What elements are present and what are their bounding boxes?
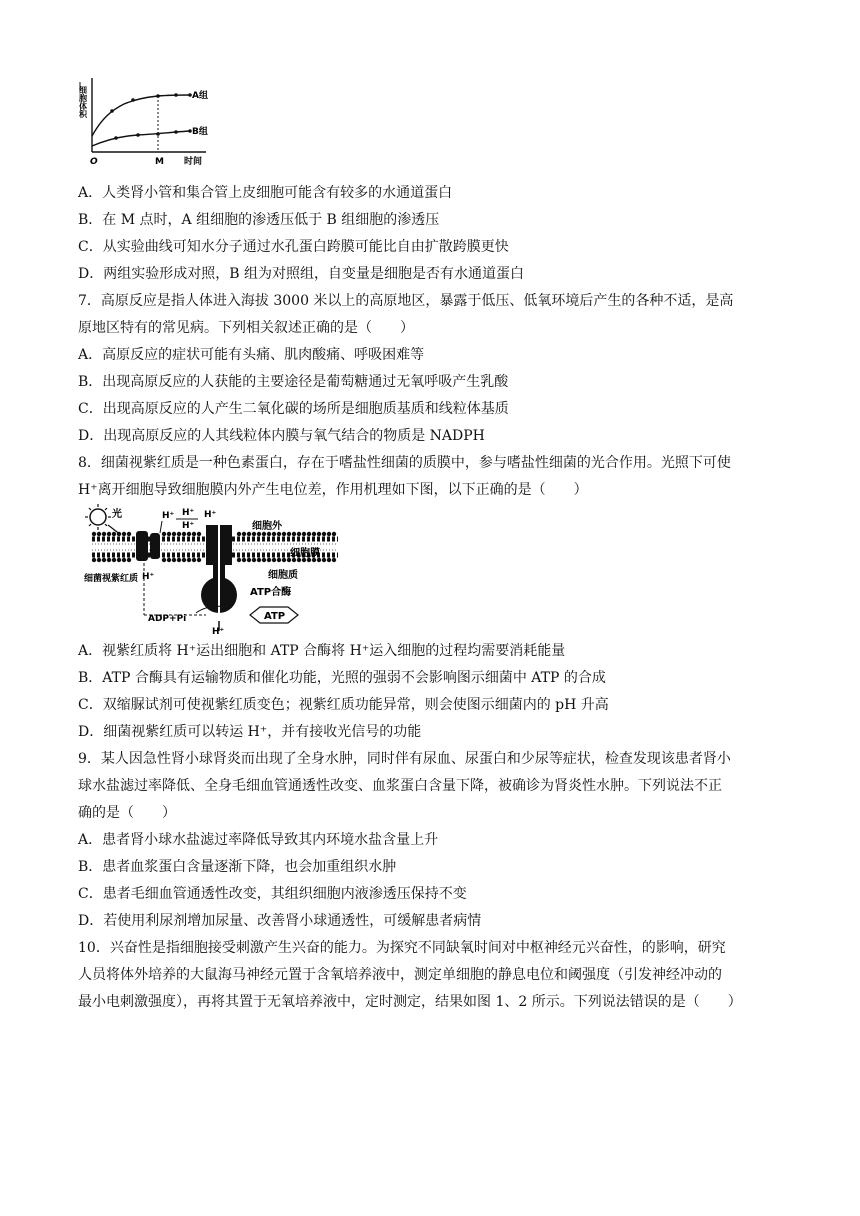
series-b-label: B组 — [192, 127, 208, 137]
lipid-head — [272, 558, 276, 562]
lipid-head — [252, 532, 256, 536]
q9-stem-line2: 球水盐滤过率降低、全身毛细血管通透性改变、血浆蛋白含量下降，被确诊为肾炎性水肿。下列说法不正 — [78, 778, 722, 794]
lipid-head — [282, 558, 286, 562]
h-ion-label: H⁺ — [212, 627, 225, 635]
lipid-head — [117, 558, 121, 562]
lipid-head — [242, 558, 246, 562]
lipid-head — [327, 558, 331, 562]
q8-option-c: C．双缩脲试剂可使视紫红质变色；视紫红质功能异常，则会使图示细菌内的 pH 升高 — [78, 697, 609, 713]
q6-option-c: C．从实验曲线可知水分子通过水孔蛋白跨膜可能比自由扩散跨膜更快 — [78, 239, 509, 255]
series-b-point — [156, 132, 160, 136]
lipid-head — [292, 532, 296, 536]
lipid-head — [322, 532, 326, 536]
lipid-head — [107, 532, 111, 536]
q8-option-b: B．ATP 合酶具有运输物质和催化功能，光照的强弱不会影响图示细菌中 ATP 的合成 — [78, 670, 606, 686]
cell-volume-figure — [78, 74, 218, 166]
lipid-head — [102, 558, 106, 562]
q7-stem-line2: 原地区特有的常见病。下列相关叙述正确的是（ ） — [78, 320, 414, 336]
lipid-head — [127, 532, 131, 536]
lipid-head — [97, 532, 101, 536]
q7-option-d: D．出现高原反应的人其线粒体内膜与氧气结合的物质是 NADPH — [78, 428, 485, 444]
lipid-head — [167, 532, 171, 536]
series-a-point — [110, 109, 114, 113]
lipid-head — [237, 532, 241, 536]
lipid-head — [107, 558, 111, 562]
q7-option-a: A．高原反应的症状可能有头痛、肌肉酸痛、呼吸困难等 — [78, 347, 425, 363]
lipid-head — [282, 532, 286, 536]
lipid-head — [172, 558, 176, 562]
h-ion-label: H⁺ — [142, 572, 155, 582]
lipid-head — [127, 558, 131, 562]
h-ion-label: H⁺ — [204, 510, 217, 520]
lipid-head — [272, 532, 276, 536]
lipid-head — [92, 558, 96, 562]
membrane-label: 细胞膜 — [290, 548, 320, 559]
lipid-head — [312, 532, 316, 536]
lipid-head — [247, 558, 251, 562]
q9-option-a: A．患者肾小球水盐滤过率降低导致其内环境水盐含量上升 — [78, 832, 439, 848]
cytoplasm-label: 细胞质 — [268, 570, 298, 581]
lipid-head — [302, 532, 306, 536]
lipid-head — [247, 532, 251, 536]
lipid-head — [162, 558, 166, 562]
lipid-head — [297, 532, 301, 536]
lipid-head — [322, 558, 326, 562]
lipid-head — [187, 532, 191, 536]
lipid-head — [122, 558, 126, 562]
lipid-head — [267, 532, 271, 536]
origin-label: O — [90, 157, 98, 166]
lipid-head — [277, 558, 281, 562]
q7-option-c: C．出现高原反应的人产生二氧化碳的场所是细胞质基质和线粒体基质 — [78, 401, 509, 417]
series-b-point — [136, 133, 140, 137]
series-b-point — [174, 130, 178, 134]
y-axis-label: 细胞体积 — [78, 86, 88, 118]
lipid-head — [187, 558, 191, 562]
lipid-head — [177, 532, 181, 536]
lipid-head — [162, 532, 166, 536]
lipid-head — [267, 558, 271, 562]
adp-pi-label: ADP+Pi — [148, 614, 187, 624]
lipid-head — [117, 532, 121, 536]
lipid-head — [192, 532, 196, 536]
q8-option-a: A．视紫红质将 H⁺运出细胞和 ATP 合酶将 H⁺运入细胞的过程均需要消耗能量 — [78, 643, 566, 659]
lipid-head — [112, 558, 116, 562]
bacteriorhodopsin-label: 细菌视紫红质 — [84, 574, 139, 584]
atp-synthase-label: ATP合酶 — [250, 587, 292, 598]
membrane-mechanism-figure — [78, 503, 348, 635]
series-a-point — [156, 94, 160, 98]
lipid-head — [287, 532, 291, 536]
series-a-point — [131, 98, 135, 102]
atp-synthase-protein — [201, 513, 237, 631]
lipid-head — [237, 558, 241, 562]
lipid-head — [332, 532, 336, 536]
lipid-head — [192, 558, 196, 562]
q9-option-b: B．患者血浆蛋白含量逐渐下降，也会加重组织水肿 — [78, 859, 397, 875]
q9-stem-line3: 确的是（ ） — [78, 805, 176, 821]
light-label: 光 — [112, 509, 122, 520]
lipid-head — [262, 558, 266, 562]
q6-option-a: A．人类肾小管和集合管上皮细胞可能含有较多的水通道蛋白 — [78, 185, 453, 201]
lipid-head — [92, 532, 96, 536]
lipid-head — [177, 558, 181, 562]
bacteriorhodopsin-protein — [136, 531, 160, 561]
q10-stem-line2: 人员将体外培养的大鼠海马神经元置于含氧培养液中，测定单细胞的静息电位和阈强度（引发神经冲动的 — [78, 967, 722, 983]
lipid-head — [277, 532, 281, 536]
series-a-point — [174, 93, 178, 97]
atp-label: ATP — [264, 611, 286, 622]
lipid-head — [252, 558, 256, 562]
q7-stem-line1: 7．高原反应是指人体进入海拔 3000 米以上的高原地区，暴露于低压、低氧环境后产生的各种不适，是高 — [78, 293, 734, 309]
lipid-head — [102, 532, 106, 536]
lipid-head — [307, 532, 311, 536]
lipid-head — [262, 532, 266, 536]
lipid-head — [197, 532, 201, 536]
q10-stem-line3: 最小电刺激强度），再将其置于无氧培养液中，定时测定，结果如图 1、2 所示。下列说法错误的是（ ） — [78, 994, 742, 1010]
outside-label: 细胞外 — [252, 521, 282, 532]
lipid-head — [167, 558, 171, 562]
lipid-head — [317, 532, 321, 536]
h-ion-label: H⁺ — [182, 508, 195, 518]
q8-stem-line1: 8．细菌视紫红质是一种色素蛋白，存在于嗜盐性细菌的质膜中，参与嗜盐性细菌的光合作用。光照下可使 — [78, 455, 731, 471]
q9-option-c: C．患者毛细血管通透性改变，其组织细胞内液渗透压保持不变 — [78, 886, 467, 902]
q8-option-d: D．细菌视紫红质可以转运 H⁺，并有接收光信号的功能 — [78, 724, 422, 740]
series-a-label: A组 — [192, 91, 208, 101]
h-ion-label: H⁺ — [162, 511, 175, 521]
series-a-curve — [92, 95, 190, 136]
lipid-head — [182, 558, 186, 562]
series-b-point — [114, 136, 118, 140]
lipid-head — [197, 558, 201, 562]
x-axis-label: 时间 — [184, 157, 203, 166]
q10-stem-line1: 10．兴奋性是指细胞接受刺激产生兴奋的能力。为探究不同缺氧时间对中枢神经元兴奋性，的影响，研究 — [78, 940, 726, 956]
lipid-head — [257, 558, 261, 562]
q9-stem-line1: 9．某人因急性肾小球肾炎而出现了全身水肿，同时伴有尿血、尿蛋白和少尿等症状，检查发现该患者肾小 — [78, 751, 731, 767]
lipid-head — [182, 532, 186, 536]
h-ion-label: H⁺ — [182, 521, 195, 531]
q9-option-d: D．若使用利尿剂增加尿量、改善肾小球通透性，可缓解患者病情 — [78, 913, 482, 929]
q6-option-d: D．两组实验形成对照，B 组为对照组，自变量是细胞是否有水通道蛋白 — [78, 266, 524, 282]
lipid-head — [257, 532, 261, 536]
sun-icon — [85, 504, 111, 530]
q7-option-b: B．出现高原反应的人获能的主要途径是葡萄糖通过无氧呼吸产生乳酸 — [78, 374, 509, 390]
q8-stem-line2: H⁺离开细胞导致细胞膜内外产生电位差，作用机理如下图，以下正确的是（ ） — [78, 482, 588, 498]
q6-option-b: B．在 M 点时，A 组细胞的渗透压低于 B 组细胞的渗透压 — [78, 212, 440, 228]
lipid-head — [332, 558, 336, 562]
lipid-head — [172, 532, 176, 536]
lipid-head — [112, 532, 116, 536]
lipid-head — [97, 558, 101, 562]
lipid-head — [327, 532, 331, 536]
lipid-head — [242, 532, 246, 536]
x-mark-label: M — [155, 157, 164, 166]
h-arrow — [160, 521, 162, 533]
lipid-head — [122, 532, 126, 536]
